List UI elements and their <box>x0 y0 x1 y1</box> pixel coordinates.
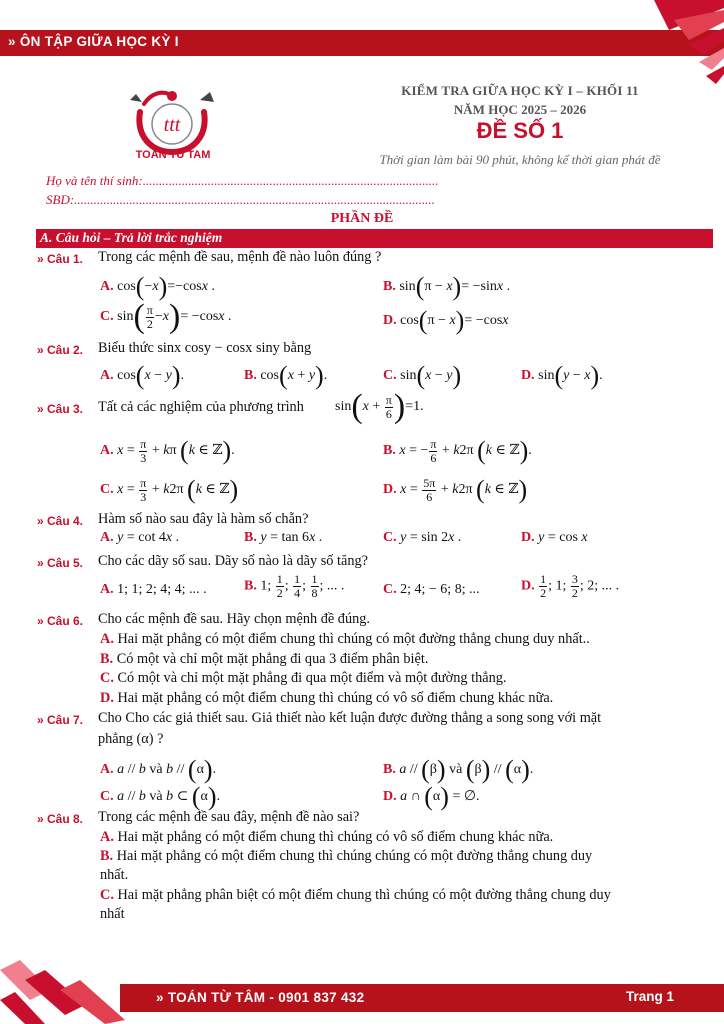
q3-option-d: D. x = $\frac{5\pi}{6}$ + k2π (k ∈ ℤ) <box>383 475 528 504</box>
q3-option-a: A. x = $\frac{\pi}{3}$ + kπ (k ∈ ℤ). <box>100 436 235 465</box>
student-name-field: Họ và tên thí sinh:........................................................................................... <box>46 173 439 188</box>
q4-option-a: A. y = cot 4x . <box>100 530 180 545</box>
q8-option-c: C. Hai mặt phẳng phân biệt có một điểm chung thì chúng có một đường thẳng chung duy <box>100 887 611 903</box>
q2-option-a: A. cos(x − y). <box>100 361 184 390</box>
banner-title: » ÔN TẬP GIỮA HỌC KỲ I <box>8 34 179 49</box>
question-text: Biểu thức sinx cosy − cosx siny bằng <box>98 340 312 356</box>
q5-option-a: A. 1; 1; 2; 4; 4; ... . <box>100 582 207 597</box>
q7-option-d: D. a ∩ (α) = ∅. <box>383 782 480 811</box>
question-label: » Câu 7. <box>37 713 84 727</box>
q7-option-c: C. a // b và b ⊂ (α). <box>100 782 221 811</box>
part-a-title: A. Câu hỏi – Trả lời trắc nghiệm <box>40 230 223 245</box>
q6-option-c: C. Có một và chỉ một mặt phẳng đi qua một điểm và một đường thẳng. <box>100 670 507 686</box>
q3-equation: sin(x + $\frac{\pi}{6}$ )=1. <box>335 388 424 425</box>
q2-option-b: B. cos(x + y). <box>244 361 328 390</box>
section-title: PHẦN ĐỀ <box>330 211 394 226</box>
q1-option-c: C. sin( $\frac{\pi}{2}$ −x)= −cosx . <box>100 298 232 335</box>
q8-option-c-cont: nhất <box>100 906 125 922</box>
question-text: Cho các mệnh đề sau. Hãy chọn mệnh đề đúng. <box>98 611 370 627</box>
question-label: » Câu 5. <box>37 556 84 570</box>
question-text: Trong các mệnh đề sau, mệnh đề nào luôn đúng ? <box>98 249 382 265</box>
time-note: Thời gian làm bài 90 phút, không kể thời gian phát đề <box>379 152 661 167</box>
question-label: » Câu 2. <box>37 343 84 357</box>
question-text: Trong các mệnh đề sau đây, mệnh đề nào sai? <box>98 809 360 825</box>
question-label: » Câu 8. <box>37 812 84 826</box>
q6-option-b: B. Có một và chỉ một mặt phẳng đi qua 3 điểm phân biệt. <box>100 651 429 667</box>
q3-option-b: B. x = − $\frac{\pi}{6}$ + k2π (k ∈ ℤ). <box>383 436 532 465</box>
q8-option-b: B. Hai mặt phẳng có một điểm chung thì chúng chúng có một đường thẳng chung duy <box>100 848 593 864</box>
q5-option-d: D. $\frac{1}{2}$ ; 1; $\frac{3}{2}$ ; 2; ... . <box>521 572 620 600</box>
footer-brand: » TOÁN TỪ TÂM - 0901 837 432 <box>156 990 365 1005</box>
decorative-stripes-top <box>594 0 724 90</box>
q1-option-a: A. cos(−x)=−cosx . <box>100 272 215 301</box>
q8-option-a: A. Hai mặt phẳng có một điểm chung thì chúng có vô số điểm chung khác nữa. <box>100 829 554 845</box>
logo-letters: ttt <box>163 114 181 136</box>
q5-option-b: B. 1; $\frac{1}{2}$ ; $\frac{1}{4}$ ; $\frac{1}{8}$ ; ... . <box>244 572 345 600</box>
school-year: NĂM HỌC 2025 – 2026 <box>453 102 587 117</box>
q4-option-c: C. y = sin 2x . <box>383 530 462 545</box>
footer-banner <box>120 984 724 1012</box>
q3-option-c: C. x = $\frac{\pi}{3}$ + k2π (k ∈ ℤ) <box>100 475 239 504</box>
exam-title: KIỂM TRA GIỮA HỌC KỲ I – KHỐI 11 <box>401 83 639 98</box>
q1-option-d: D. cos(π − x)= −cosx <box>383 306 509 335</box>
q5-option-c: C. 2; 4; − 6; 8; ... <box>383 582 480 597</box>
question-text-line2: phẳng (α) ? <box>98 731 164 747</box>
q2-option-c: C. sin(x − y) <box>383 361 462 390</box>
part-a-bar <box>36 229 713 248</box>
exam-number: ĐỀ SỐ 1 <box>476 118 564 143</box>
question-text: Hàm số nào sau đây là hàm số chẵn? <box>98 511 309 527</box>
question-label: » Câu 3. <box>37 402 84 416</box>
q4-option-d: D. y = cos x <box>521 530 588 545</box>
question-label: » Câu 1. <box>37 252 84 266</box>
question-label: » Câu 6. <box>37 614 84 628</box>
logo-brand: TOAN TU TAM <box>135 149 211 161</box>
q8-option-b-cont: nhất. <box>100 867 129 883</box>
q7-option-b: B. a // (β) và (β) // (α). <box>383 755 534 784</box>
question-text: Cho Cho các giả thiết sau. Giả thiết nào kết luận được đường thẳng a song song với mặt <box>98 710 602 726</box>
page-number: Trang 1 <box>625 989 674 1004</box>
q6-option-a: A. Hai mặt phẳng có một điểm chung thì chúng có một đường thẳng chung duy nhất.. <box>100 631 590 647</box>
question-text: Cho các dãy số sau. Dãy số nào là dãy số tăng? <box>98 553 368 569</box>
q2-option-d: D. sin(y − x). <box>521 361 603 390</box>
question-text: Tất cả các nghiệm của phương trình <box>98 399 304 415</box>
q4-option-b: B. y = tan 6x . <box>244 530 323 545</box>
q6-option-d: D. Hai mặt phẳng có một điểm chung thì chúng có vô số điểm chung khác nữa. <box>100 690 554 706</box>
q7-option-a: A. a // b và b // (α). <box>100 755 217 784</box>
sbd-field: SBD:............................................................................................................... <box>46 192 435 207</box>
q1-option-b: B. sin(π − x)= −sinx . <box>383 272 511 301</box>
question-label: » Câu 4. <box>37 514 84 528</box>
